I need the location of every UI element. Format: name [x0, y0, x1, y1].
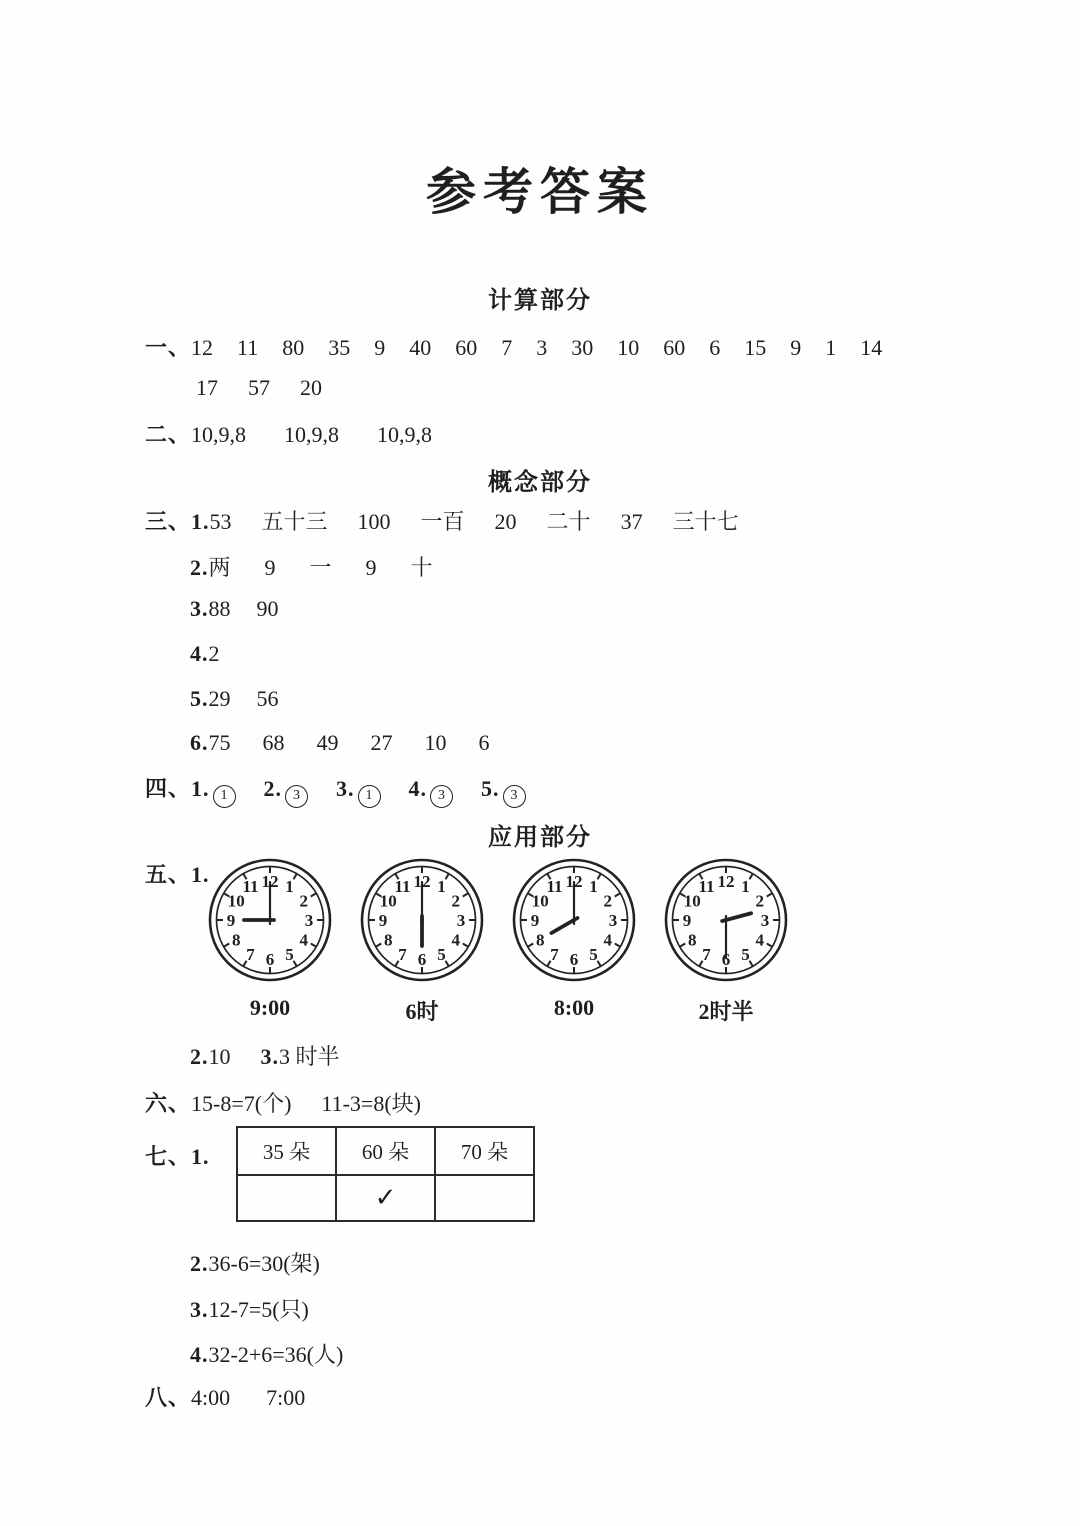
answer-line-q5	[145, 858, 210, 889]
answer-value: 90	[256, 596, 279, 621]
svg-text:9: 9	[226, 911, 236, 930]
question-label-q3-4: 4.	[190, 641, 209, 666]
answer-values-q3-1	[210, 505, 739, 536]
svg-text:8: 8	[231, 930, 241, 950]
svg-text:11: 11	[242, 877, 259, 897]
table-check-cell: ✓	[336, 1175, 435, 1221]
clock	[662, 856, 790, 1026]
table-empty-cell	[435, 1175, 534, 1221]
svg-text:9: 9	[378, 911, 388, 930]
choice-pair	[481, 776, 526, 805]
choice-number: 1.	[191, 776, 210, 801]
question-label-q3-6: 6.	[190, 730, 209, 755]
svg-text:2: 2	[755, 891, 765, 911]
svg-text:3: 3	[608, 911, 618, 930]
answer-value: 29	[208, 686, 231, 711]
svg-text:10: 10	[379, 891, 397, 911]
answer-value: 11	[237, 335, 259, 360]
answer-pair-q5-2	[190, 1044, 231, 1070]
answer-value: 11-3=8(块)	[321, 1091, 421, 1116]
svg-text:4: 4	[299, 930, 309, 950]
svg-text:3: 3	[304, 911, 314, 930]
answer-values-q6	[191, 1087, 421, 1118]
answer-value: 9	[790, 335, 802, 360]
svg-text:12: 12	[565, 872, 583, 891]
clock-row	[206, 856, 790, 1026]
svg-text:9: 9	[682, 911, 692, 930]
svg-text:8: 8	[383, 930, 393, 950]
answer-line-q3-3	[190, 596, 279, 622]
answer-value: 40	[409, 335, 432, 360]
answer-value: 60	[663, 335, 686, 360]
question-label-q6: 六、	[145, 1091, 192, 1116]
svg-text:6: 6	[417, 950, 427, 969]
answer-value-q5-2: 10	[208, 1044, 231, 1069]
answer-line-q3-2	[190, 551, 433, 582]
answer-value: 7:00	[266, 1385, 306, 1410]
answer-value: 一百	[420, 509, 465, 534]
answer-value: 12	[191, 335, 214, 360]
svg-text:8: 8	[535, 930, 545, 950]
answer-value: 4:00	[191, 1385, 231, 1410]
svg-text:6: 6	[721, 950, 731, 969]
question-label-q3-5: 5.	[190, 686, 209, 711]
question-label-q1: 一、	[145, 335, 192, 360]
answer-value: 10,9,8	[377, 422, 433, 447]
svg-text:10: 10	[227, 891, 245, 911]
svg-text:12: 12	[261, 872, 279, 891]
choice-number: 3.	[336, 776, 355, 801]
svg-text:4: 4	[603, 930, 613, 950]
clock	[510, 856, 638, 1026]
question-label-q7: 七、1.	[145, 1144, 210, 1169]
clock-face	[662, 856, 790, 984]
section-heading-app: 应用部分	[488, 825, 592, 851]
answer-value: 88	[208, 596, 231, 621]
answer-value: 一	[309, 555, 332, 580]
clock	[358, 856, 486, 1026]
clock-face	[510, 856, 638, 984]
svg-text:11: 11	[546, 877, 563, 897]
answer-line-q7	[145, 1140, 210, 1171]
answer-line-q3-4	[190, 641, 220, 667]
circled-answer: 1	[358, 785, 381, 808]
clock	[206, 856, 334, 1026]
answer-value: 53	[209, 509, 232, 534]
answer-value-q7-3: 12-7=5(只)	[208, 1297, 309, 1322]
answer-value: 20	[300, 375, 322, 400]
clock-face	[206, 856, 334, 984]
question-label-q4: 四、	[145, 776, 192, 801]
answer-table	[236, 1126, 535, 1222]
choice-number: 5.	[481, 776, 500, 801]
question-label-q5-3: 3.	[260, 1044, 279, 1069]
table-empty-cell	[237, 1175, 336, 1221]
question-label-q7-3: 3.	[190, 1297, 209, 1322]
answer-line-q7-3	[190, 1293, 309, 1324]
answer-value: 6	[478, 730, 490, 755]
answer-value: 十	[410, 555, 433, 580]
answer-value: 20	[494, 509, 517, 534]
answer-line-q5-2-3	[190, 1040, 340, 1071]
answer-value: 三十七	[672, 509, 739, 534]
svg-text:5: 5	[741, 944, 750, 964]
svg-text:10: 10	[531, 891, 549, 911]
answer-value: 9	[374, 335, 386, 360]
circled-answer: 3	[285, 785, 308, 808]
answer-value: 2	[208, 641, 220, 666]
answer-value: 3	[536, 335, 548, 360]
answer-values-q3-4	[209, 641, 220, 667]
answer-value: 30	[571, 335, 594, 360]
svg-text:1: 1	[741, 877, 750, 897]
answer-line-q3-5	[190, 686, 279, 712]
choice-pair	[264, 776, 309, 805]
answer-value: 9	[264, 555, 276, 580]
answer-line-q7-2	[190, 1247, 320, 1278]
answer-value: 60	[455, 335, 478, 360]
answer-value: 10	[424, 730, 447, 755]
answer-value-q7-2: 36-6=30(架)	[208, 1251, 320, 1276]
question-label-q5: 五、1.	[145, 862, 210, 887]
table-header-cell: 60 朵	[336, 1127, 435, 1175]
answer-line-q1-cont	[196, 375, 322, 401]
answer-value: 17	[196, 375, 218, 400]
svg-text:11: 11	[698, 877, 715, 897]
svg-text:10: 10	[683, 891, 701, 911]
svg-text:2: 2	[451, 891, 461, 911]
svg-text:3: 3	[456, 911, 466, 930]
answer-value: 7	[501, 335, 513, 360]
question-label-q3-2: 2.	[190, 555, 209, 580]
svg-text:4: 4	[451, 930, 461, 950]
svg-text:1: 1	[437, 877, 446, 897]
svg-text:8: 8	[687, 930, 697, 950]
answer-line-q3-6	[190, 730, 490, 756]
answer-value: 35	[328, 335, 351, 360]
svg-text:5: 5	[437, 944, 446, 964]
answer-line-q3-1	[145, 505, 739, 536]
clock-face	[358, 856, 486, 984]
question-label-q7-4: 4.	[190, 1342, 209, 1367]
answer-values-q8	[191, 1385, 305, 1411]
choice-pair	[191, 776, 236, 805]
question-label-q7-2: 2.	[190, 1251, 209, 1276]
svg-text:5: 5	[285, 944, 294, 964]
answer-values-q1-row2	[196, 375, 322, 401]
svg-text:7: 7	[702, 944, 711, 964]
choice-pair	[409, 776, 454, 805]
svg-text:7: 7	[398, 944, 407, 964]
svg-text:1: 1	[589, 877, 598, 897]
svg-text:7: 7	[246, 944, 255, 964]
answer-line-q6	[145, 1087, 421, 1118]
clock-time-label: 6时	[405, 999, 439, 1024]
answer-value: 15	[744, 335, 767, 360]
circled-answer: 3	[503, 785, 526, 808]
answer-line-q7-4	[190, 1338, 343, 1369]
answer-value: 100	[357, 509, 391, 534]
choice-number: 4.	[408, 776, 428, 801]
answer-value: 68	[262, 730, 285, 755]
answer-value: 27	[370, 730, 393, 755]
svg-text:12: 12	[717, 872, 735, 891]
svg-text:6: 6	[569, 950, 579, 969]
section-heading-concept: 概念部分	[488, 470, 592, 496]
question-label-q8: 八、	[145, 1385, 192, 1410]
svg-text:4: 4	[755, 930, 765, 950]
answer-value: 49	[316, 730, 339, 755]
clock-time-label: 8:00	[553, 995, 595, 1020]
svg-text:12: 12	[413, 872, 431, 891]
choice-number: 2.	[263, 776, 283, 801]
answer-value: 80	[282, 335, 305, 360]
multiple-choice-answers	[191, 776, 526, 805]
answer-value: 14	[860, 335, 883, 360]
question-label-q3-3: 3.	[190, 596, 209, 621]
answer-value: 37	[620, 509, 643, 534]
clock-time-label: 9:00	[249, 995, 291, 1020]
answer-value: 10	[617, 335, 640, 360]
answer-value-q7-4: 32-2+6=36(人)	[208, 1342, 344, 1367]
question-label-q2: 二、	[145, 422, 192, 447]
svg-text:3: 3	[760, 911, 770, 930]
svg-text:1: 1	[285, 877, 294, 897]
question-label-q5-2: 2.	[190, 1044, 209, 1069]
svg-text:2: 2	[603, 891, 613, 911]
circled-answer: 3	[430, 785, 453, 808]
answer-value: 6	[709, 335, 721, 360]
question-label-q3-1: 三、1.	[145, 509, 210, 534]
svg-text:9: 9	[530, 911, 540, 930]
answer-line-q8	[145, 1381, 305, 1412]
answer-pair-q5-3	[261, 1040, 340, 1071]
table-header-cell: 70 朵	[435, 1127, 534, 1175]
answer-values-q2	[191, 422, 432, 448]
circled-answer: 1	[213, 785, 236, 808]
svg-text:5: 5	[589, 944, 598, 964]
clock-time-label: 2时半	[698, 999, 754, 1024]
answer-value: 10,9,8	[191, 422, 247, 447]
answer-values-q3-5	[209, 686, 279, 712]
answer-value: 57	[248, 375, 270, 400]
answer-values-q3-3	[209, 596, 279, 622]
svg-text:6: 6	[265, 950, 275, 969]
answer-value-q5-3: 3 时半	[279, 1044, 340, 1069]
answer-value: 两	[208, 555, 231, 580]
answer-line-q4	[145, 772, 526, 805]
table-header-cell: 35 朵	[237, 1127, 336, 1175]
answer-value: 二十	[546, 509, 591, 534]
section-heading-calc: 计算部分	[488, 288, 592, 314]
answer-value: 9	[365, 555, 377, 580]
answer-value: 75	[208, 730, 231, 755]
answer-value: 15-8=7(个)	[191, 1091, 292, 1116]
svg-text:7: 7	[550, 944, 559, 964]
answer-values-q3-6	[209, 730, 490, 756]
answer-values-q1-row1	[191, 335, 882, 361]
choice-pair	[336, 776, 381, 805]
answer-values-q3-2	[209, 551, 433, 582]
answer-value: 1	[825, 335, 837, 360]
answer-value: 五十三	[261, 509, 328, 534]
answer-line-q1	[145, 331, 882, 362]
svg-text:2: 2	[299, 891, 309, 911]
answer-value: 10,9,8	[284, 422, 340, 447]
answer-value: 56	[256, 686, 279, 711]
svg-text:11: 11	[394, 877, 411, 897]
page-title: 参考答案	[426, 164, 654, 220]
answer-line-q2	[145, 418, 432, 449]
